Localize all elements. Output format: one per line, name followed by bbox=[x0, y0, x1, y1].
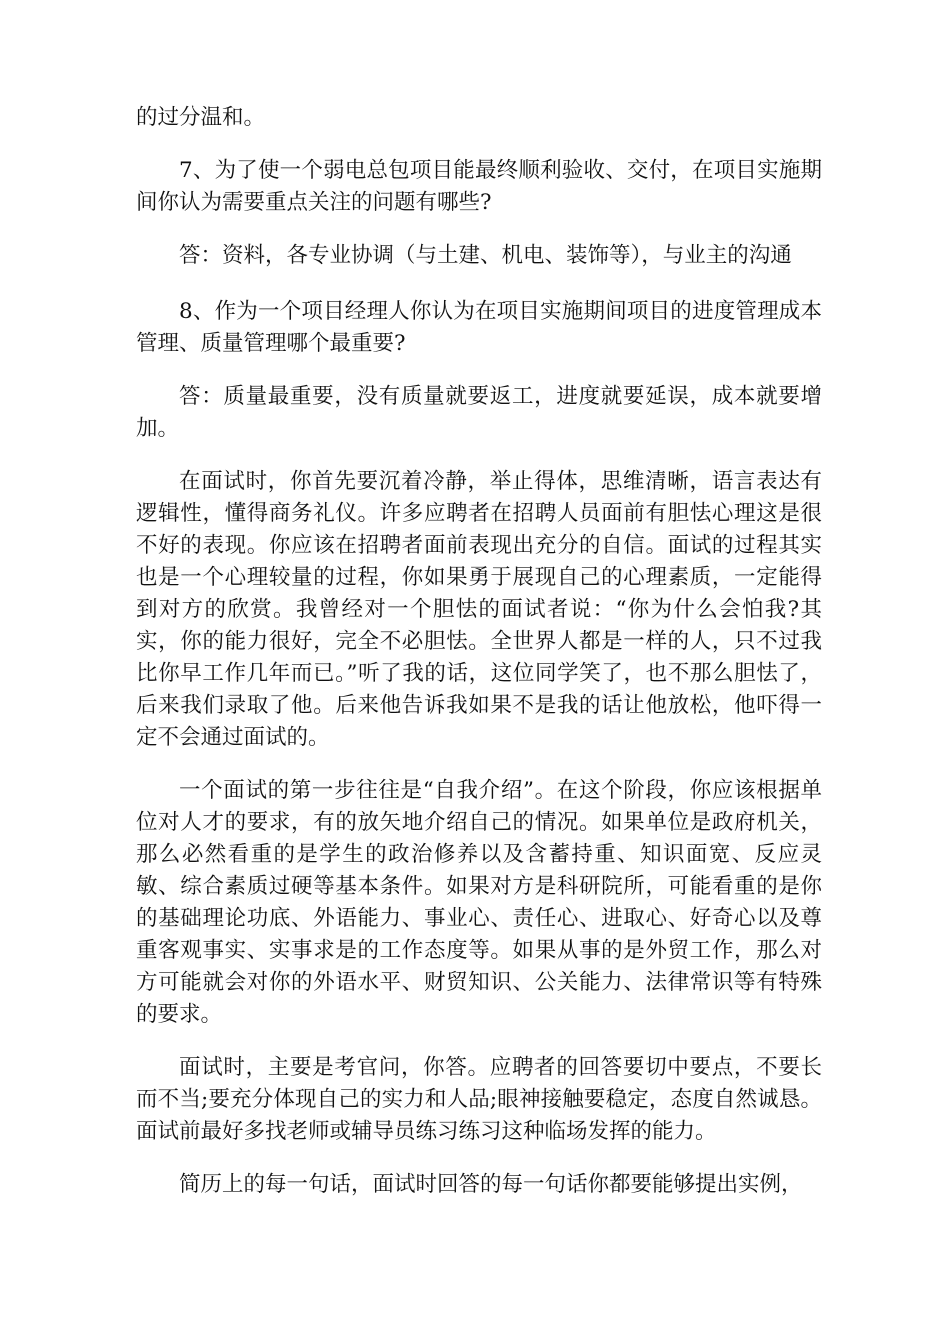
answer-7: 答：资料，各专业协调（与土建、机电、装饰等），与业主的沟通 bbox=[179, 243, 792, 268]
paragraph-resume-examples: 简历上的每一句话，面试时回答的每一句话你都要能够提出实例， bbox=[179, 1172, 803, 1197]
document-page bbox=[136, 102, 822, 1222]
paragraph-self-introduction: 一个面试的第一步往往是“自我介绍”。在这个阶段，你应该根据单位对人才的要求，有的放矢地介绍自己的情况。如果单位是政府机关，那么必然看重的是学生的政治修养以及含蓄持重、知识面宽、反应灵敏、综合素质过硬等基本条件。如果对方是科研院所，可能看重的是你的基础理论功底、外语能力、事业心、责任心、进取心、好奇心以及尊重客观事实、实事求是的工作态度等。如果从事的是外贸工作，那么对方可能就会对你的外语水平、财贸知识、公关能力、法律常识等有特殊的要求。 bbox=[136, 778, 822, 1027]
question-7: 7、为了使一个弱电总包项目能最终顺利验收、交付，在项目实施期间你认为需要重点关注的问题有哪些? bbox=[136, 158, 822, 215]
question-8: 8、作为一个项目经理人你认为在项目实施期间项目的进度管理成本管理、质量管理哪个最重要? bbox=[136, 299, 822, 356]
answer-8: 答：质量最重要，没有质量就要返工，进度就要延误，成本就要增加。 bbox=[136, 384, 822, 441]
paragraph-continuation: 的过分温和。 bbox=[136, 105, 266, 130]
paragraph-interview-answers: 面试时，主要是考官问，你答。应聘者的回答要切中要点，不要长而不当;要充分体现自己的实力和人品;眼神接触要稳定，态度自然诚恳。面试前最好多找老师或辅导员练习练习这种临场发挥的能力。 bbox=[136, 1055, 822, 1144]
paragraph-interview-composure: 在面试时，你首先要沉着冷静，举止得体，思维清晰，语言表达有逻辑性，懂得商务礼仪。许多应聘者在招聘人员面前有胆怯心理这是很不好的表现。你应该在招聘者面前表现出充分的自信。面试的过程其实也是一个心理较量的过程，你如果勇于展现自己的心理素质，一定能得到对方的欣赏。我曾经对一个胆怯的面试者说：“你为什么会怕我?其实，你的能力很好，完全不必胆怯。全世界人都是一样的人，只不过我比你早工作几年而已。”听了我的话，这位同学笑了，也不那么胆怯了，后来我们录取了他。后来他告诉我如果不是我的话让他放松，他吓得一定不会通过面试的。 bbox=[136, 469, 822, 750]
